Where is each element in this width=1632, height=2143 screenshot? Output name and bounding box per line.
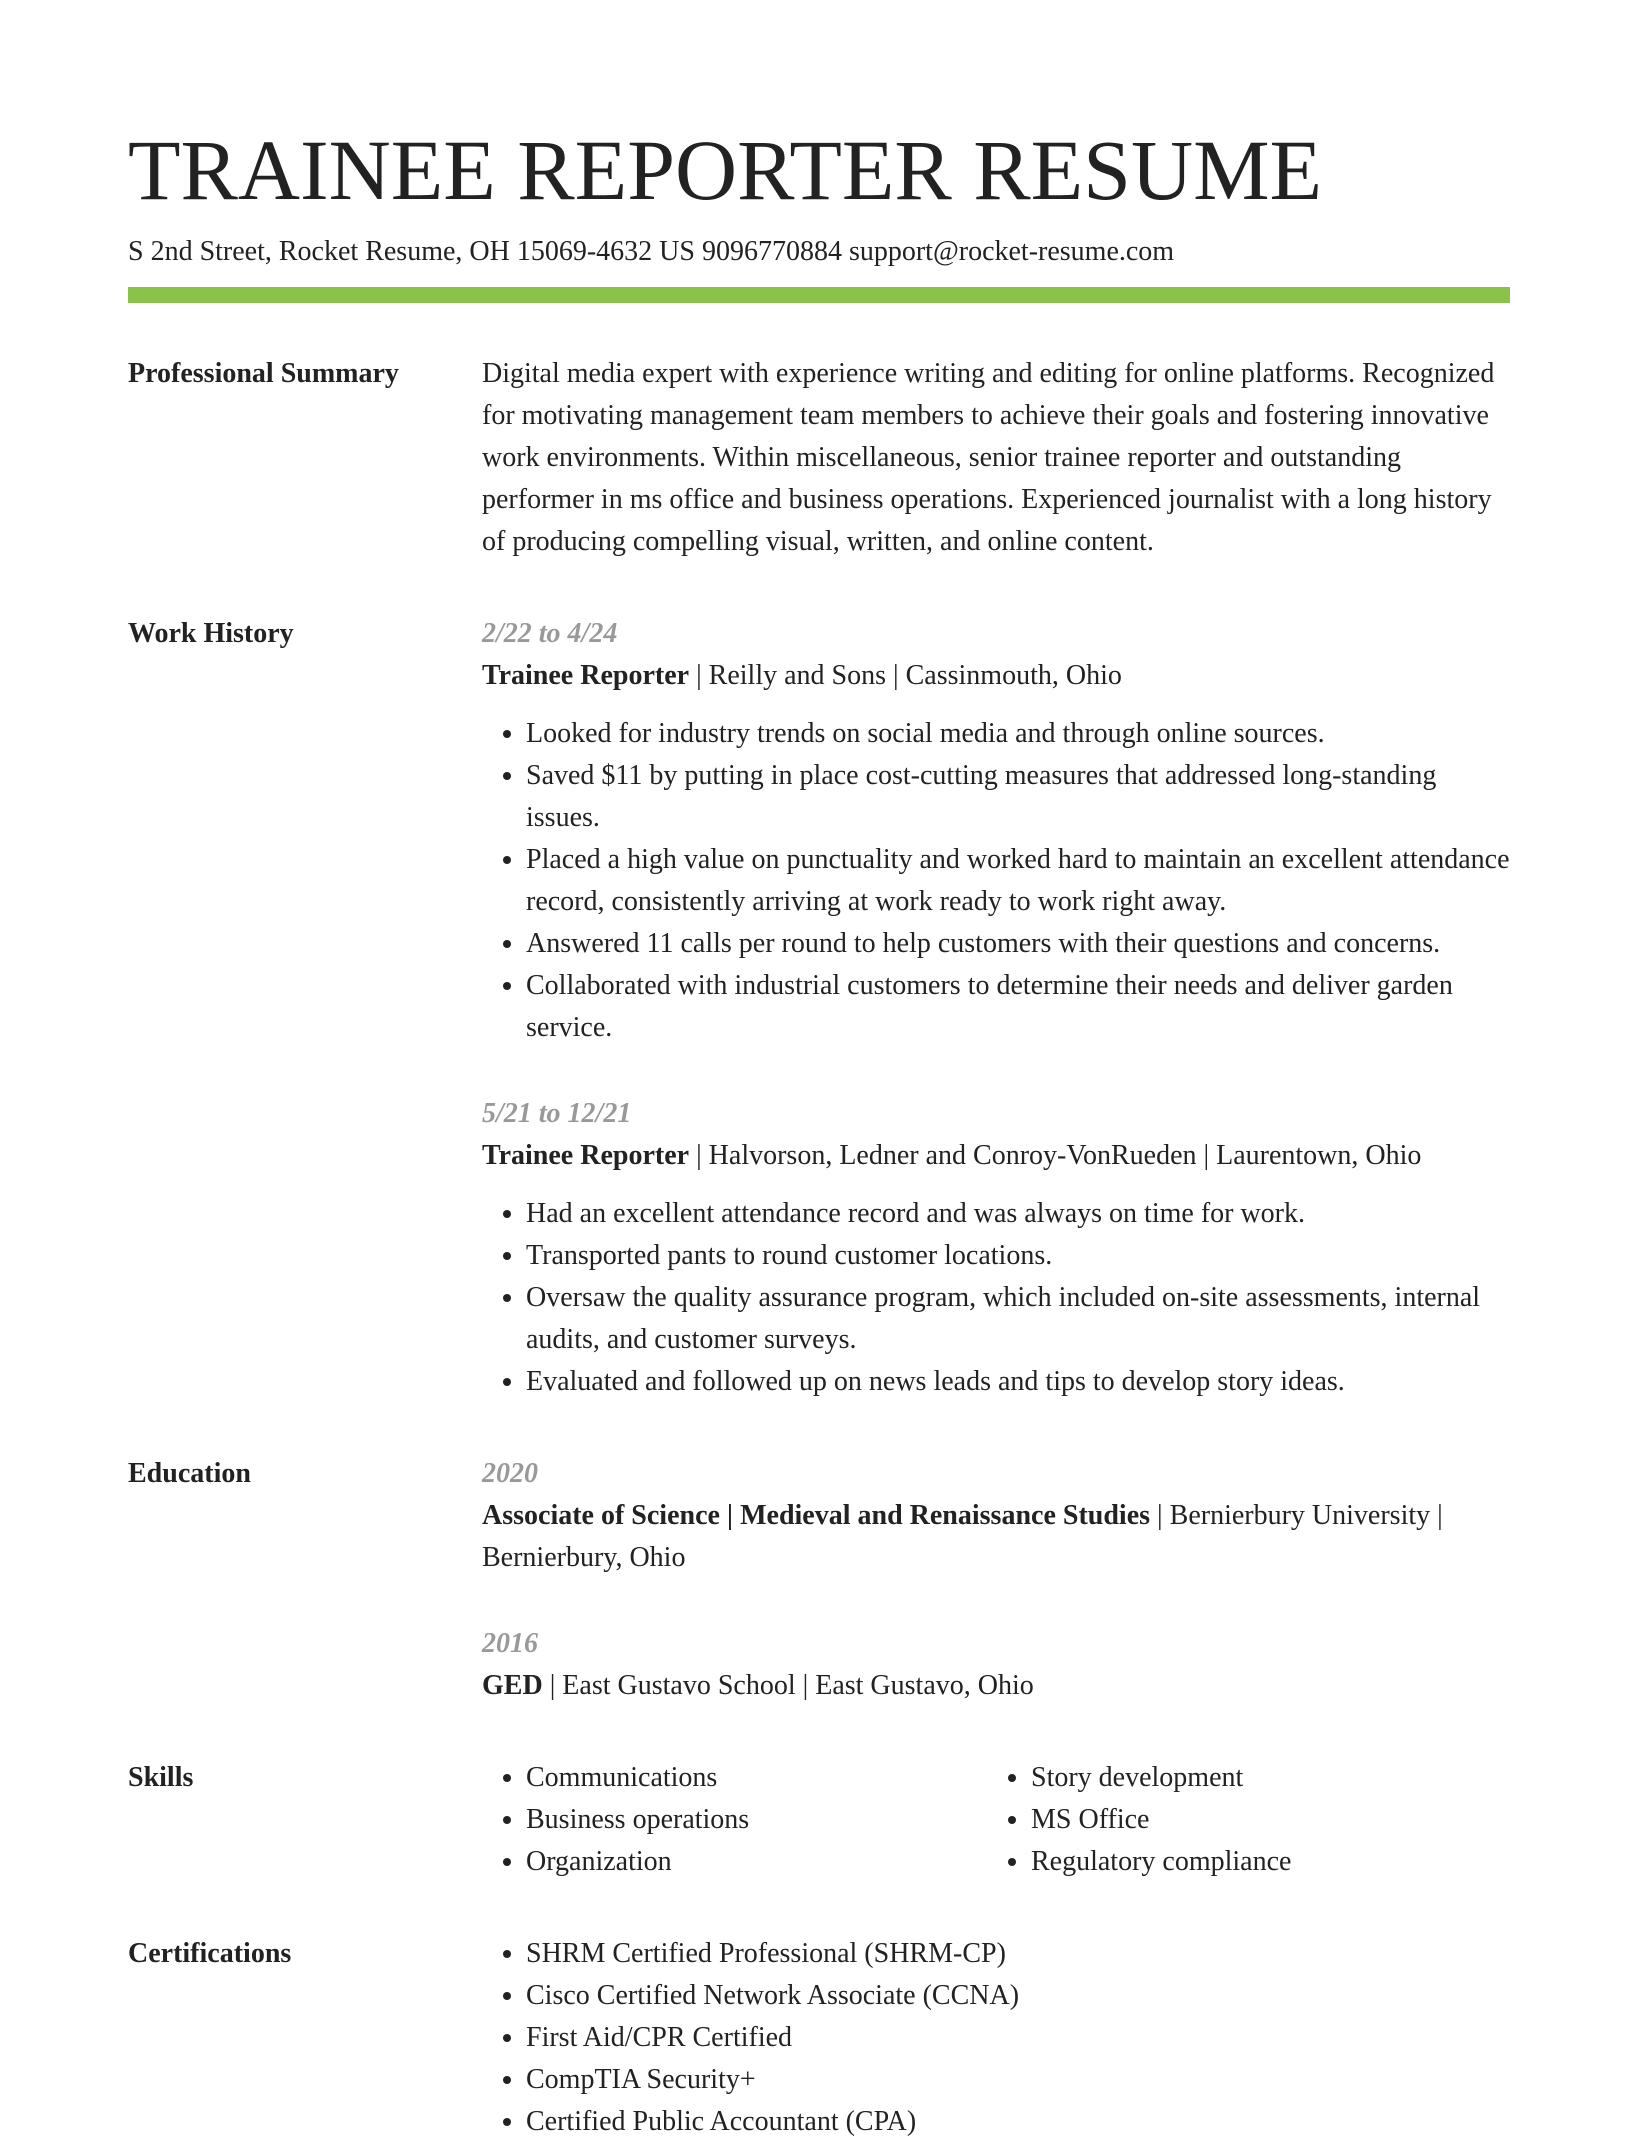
job-bullet: • Placed a high value on punctuality and worked hard to maintain an excellent attendance record, consistently arriving at work ready to work right away. [526, 839, 1510, 923]
job-bullet: • Looked for industry trends on social media and through online sources. [526, 713, 1510, 755]
education-year: 2020 [482, 1458, 538, 1489]
job-bullet: • Saved $11 by putting in place cost-cutting measures that addressed long-standing issues. [526, 755, 1510, 839]
education-details: | Bernierbury University | Bernierbury, Ohio [482, 1500, 1443, 1573]
resume-title: TRAINEE REPORTER RESUME [128, 122, 1323, 218]
education-label: Education [128, 1458, 251, 1489]
education-line [482, 1495, 1510, 1579]
education-details: | East Gustavo School | East Gustavo, Ohio [542, 1670, 1034, 1701]
skill-item: • MS Office [1031, 1799, 1492, 1841]
skill-item: • Business operations [526, 1799, 987, 1841]
skills-columns [482, 1757, 1510, 1883]
education-degree: GED [482, 1670, 543, 1701]
job-bullet: • Had an excellent attendance record and was always on time for work. [526, 1193, 1510, 1235]
certification-item: • SHRM Certified Professional (SHRM-CP) [526, 1933, 1510, 1975]
skill-item: • Regulatory compliance [1031, 1841, 1492, 1883]
job-title: Trainee Reporter [482, 1140, 690, 1171]
skills-section [128, 1757, 1510, 1883]
education-entry [482, 1623, 1510, 1707]
job-bullet: • Collaborated with industrial customers to determine their needs and deliver garden service. [526, 965, 1510, 1049]
summary-text: Digital media expert with experience writing and editing for online platforms. Recognized for motivating management team members to achieve their goals and fostering innovative work environments. Within miscellaneous, senior trainee reporter and outstanding performer in ms office and business operations. Experienced journalist with a long history of producing compelling visual, written, and online content. [482, 358, 1495, 557]
job-role-line [482, 655, 1510, 697]
job-bullets [482, 713, 1510, 1049]
skills-label: Skills [128, 1762, 194, 1793]
job-details: | Halvorson, Ledner and Conroy-VonRueden | Laurentown, Ohio [689, 1140, 1422, 1171]
education-degree: Associate of Science | Medieval and Renaissance Studies [482, 1500, 1151, 1531]
summary-section [128, 353, 1510, 563]
job-dates: 2/22 to 4/24 [482, 618, 618, 649]
job-bullet: • Answered 11 calls per round to help customers with their questions and concerns. [526, 923, 1510, 965]
job-dates: 5/21 to 12/21 [482, 1098, 632, 1129]
resume-page [128, 118, 1510, 2143]
certification-item: • First Aid/CPR Certified [526, 2017, 1510, 2059]
certification-item: • CompTIA Security+ [526, 2059, 1510, 2101]
education-line [482, 1665, 1510, 1707]
job-role-line [482, 1135, 1510, 1177]
skill-item: • Communications [526, 1757, 987, 1799]
skill-item: • Organization [526, 1841, 987, 1883]
certifications-label: Certifications [128, 1938, 292, 1969]
education-entry [482, 1453, 1510, 1579]
job-title: Trainee Reporter [482, 660, 690, 691]
job-bullet: • Oversaw the quality assurance program, which included on-site assessments, internal audits, and customer surveys. [526, 1277, 1510, 1361]
skill-item: • Story development [1031, 1757, 1492, 1799]
contact-line: S 2nd Street, Rocket Resume, OH 15069-4632 US 9096770884 support@rocket-resume.com [128, 236, 1175, 267]
job-entry [482, 613, 1510, 1049]
education-section [128, 1453, 1510, 1707]
job-entry [482, 1093, 1510, 1403]
job-details: | Reilly and Sons | Cassinmouth, Ohio [689, 660, 1122, 691]
job-bullets [482, 1193, 1510, 1403]
skills-list-right [987, 1757, 1492, 1883]
job-bullet: • Transported pants to round customer locations. [526, 1235, 1510, 1277]
education-year: 2016 [482, 1628, 538, 1659]
skills-list-left [482, 1757, 987, 1883]
certification-item: • Cisco Certified Network Associate (CCNA) [526, 1975, 1510, 2017]
summary-label: Professional Summary [128, 358, 399, 389]
job-bullet: • Evaluated and followed up on news leads and tips to develop story ideas. [526, 1361, 1510, 1403]
work-history-label: Work History [128, 618, 294, 649]
accent-divider [128, 287, 1510, 303]
certification-item: • Certified Public Accountant (CPA) [526, 2101, 1510, 2143]
work-history-section [128, 613, 1510, 1403]
